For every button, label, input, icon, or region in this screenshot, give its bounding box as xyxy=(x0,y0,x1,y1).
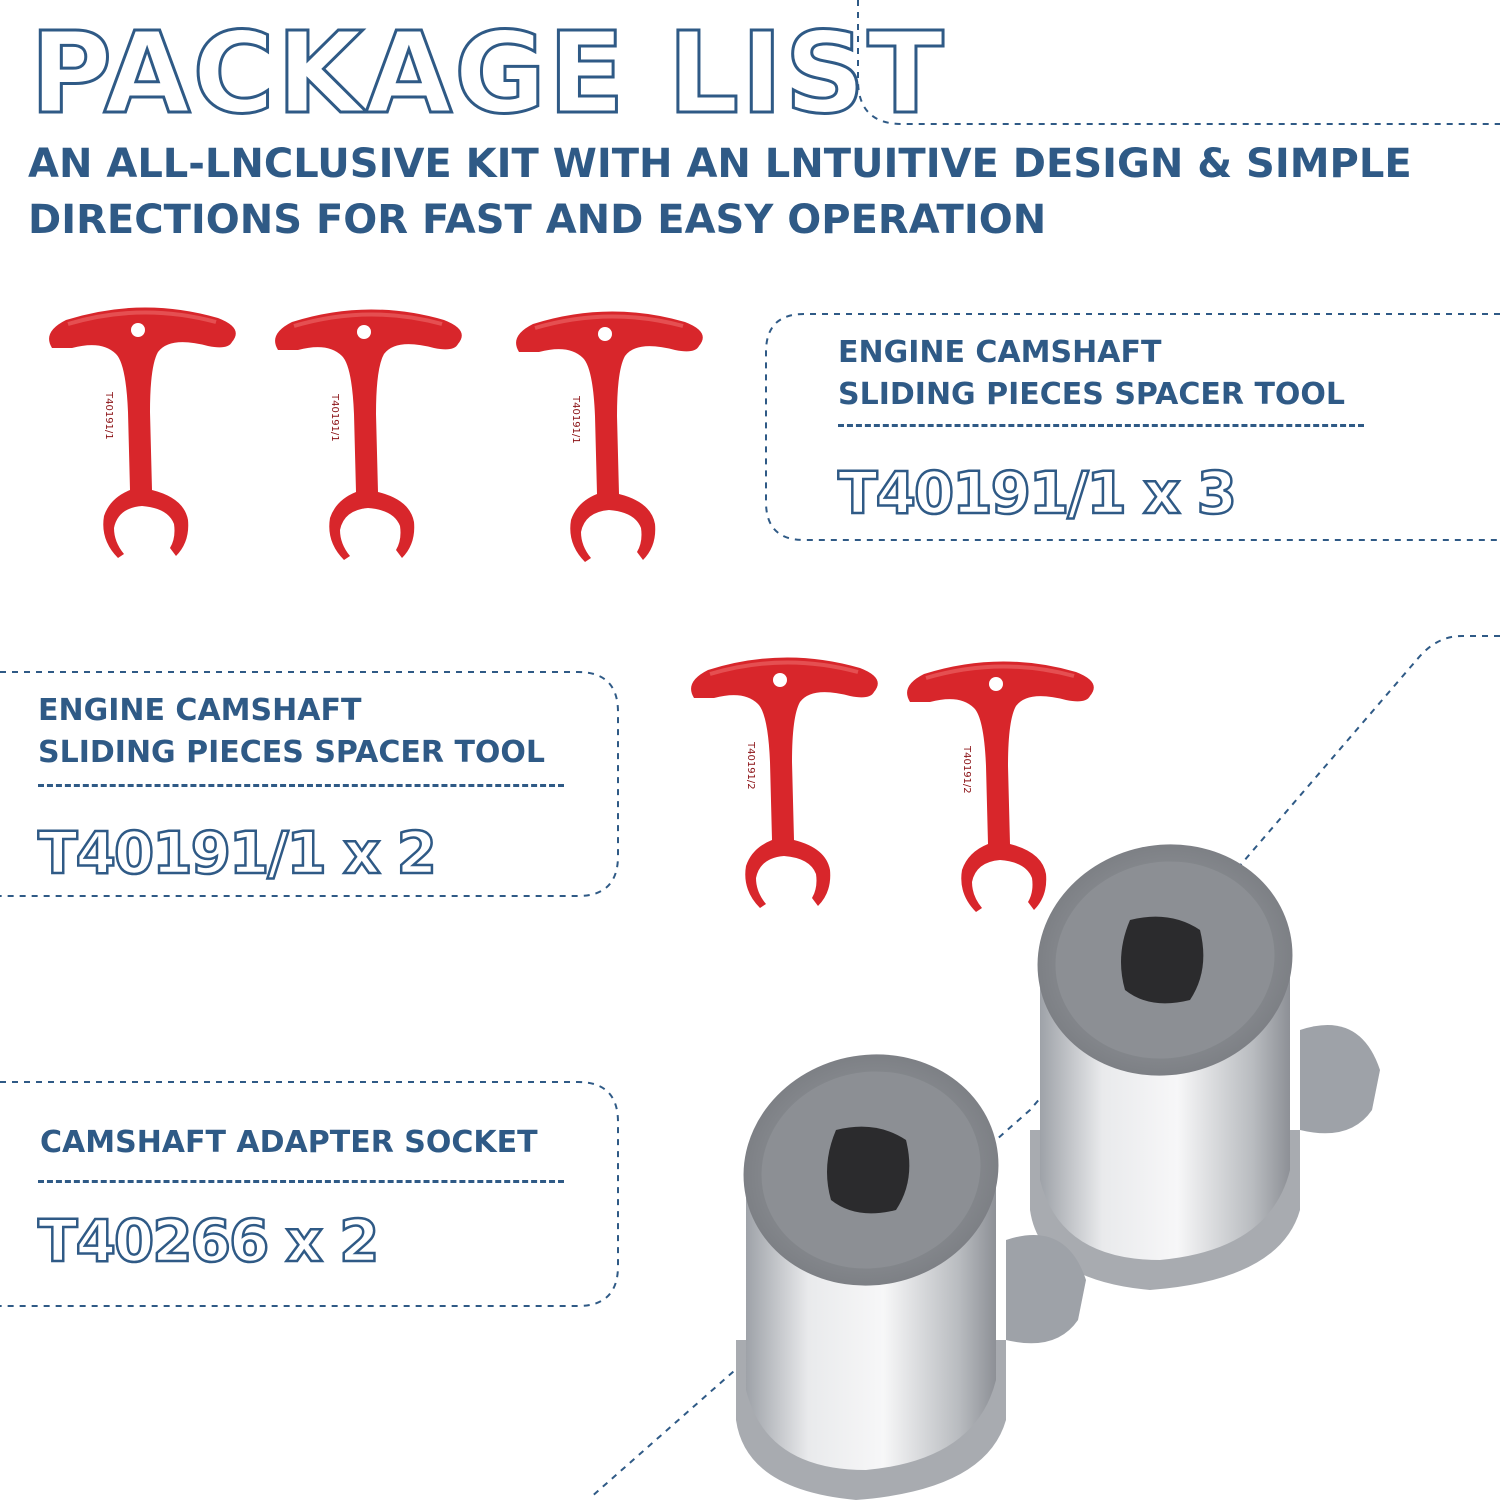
item-1-label-line-1: ENGINE CAMSHAFT xyxy=(838,335,1162,370)
item-1-label-line-2: SLIDING PIECES SPACER TOOL xyxy=(838,377,1346,412)
item-3-separator xyxy=(38,1180,564,1183)
tool-marking-2b: T40191/2 xyxy=(961,746,972,794)
spacer-tool-2-image xyxy=(264,304,474,564)
page-title: PACKAGE LIST xyxy=(30,9,946,139)
item-1-separator xyxy=(838,424,1364,427)
item-box-3-border xyxy=(0,1080,630,1312)
tool-marking-1a: T40191/1 xyxy=(103,392,114,440)
subtitle-line-1: AN ALL-LNCLUSIVE KIT WITH AN LNTUITIVE DESIGN & SIMPLE xyxy=(28,141,1412,187)
item-2-code: T40191/1 x 2 xyxy=(38,819,436,887)
subtitle-line-2: DIRECTIONS FOR FAST AND EASY OPERATION xyxy=(28,197,1047,243)
tool-marking-2a: T40191/2 xyxy=(745,742,756,790)
spacer-tool-1-image xyxy=(38,302,248,562)
spacer-tool-3-image xyxy=(505,306,715,566)
spacer-tool-4-image xyxy=(680,652,890,912)
item-1-code: T40191/1 x 3 xyxy=(838,459,1236,527)
item-2-label-line-1: ENGINE CAMSHAFT xyxy=(38,693,362,728)
item-3-code: T40266 x 2 xyxy=(38,1207,378,1275)
item-3-label: CAMSHAFT ADAPTER SOCKET xyxy=(40,1125,538,1160)
adapter-socket-2-image xyxy=(706,1090,1106,1510)
item-2-separator xyxy=(38,784,564,787)
spacer-tool-5-image xyxy=(896,656,1106,916)
item-2-label-line-2: SLIDING PIECES SPACER TOOL xyxy=(38,735,546,770)
tool-marking-1b: T40191/1 xyxy=(329,394,340,442)
tool-marking-1c: T40191/1 xyxy=(570,396,581,444)
